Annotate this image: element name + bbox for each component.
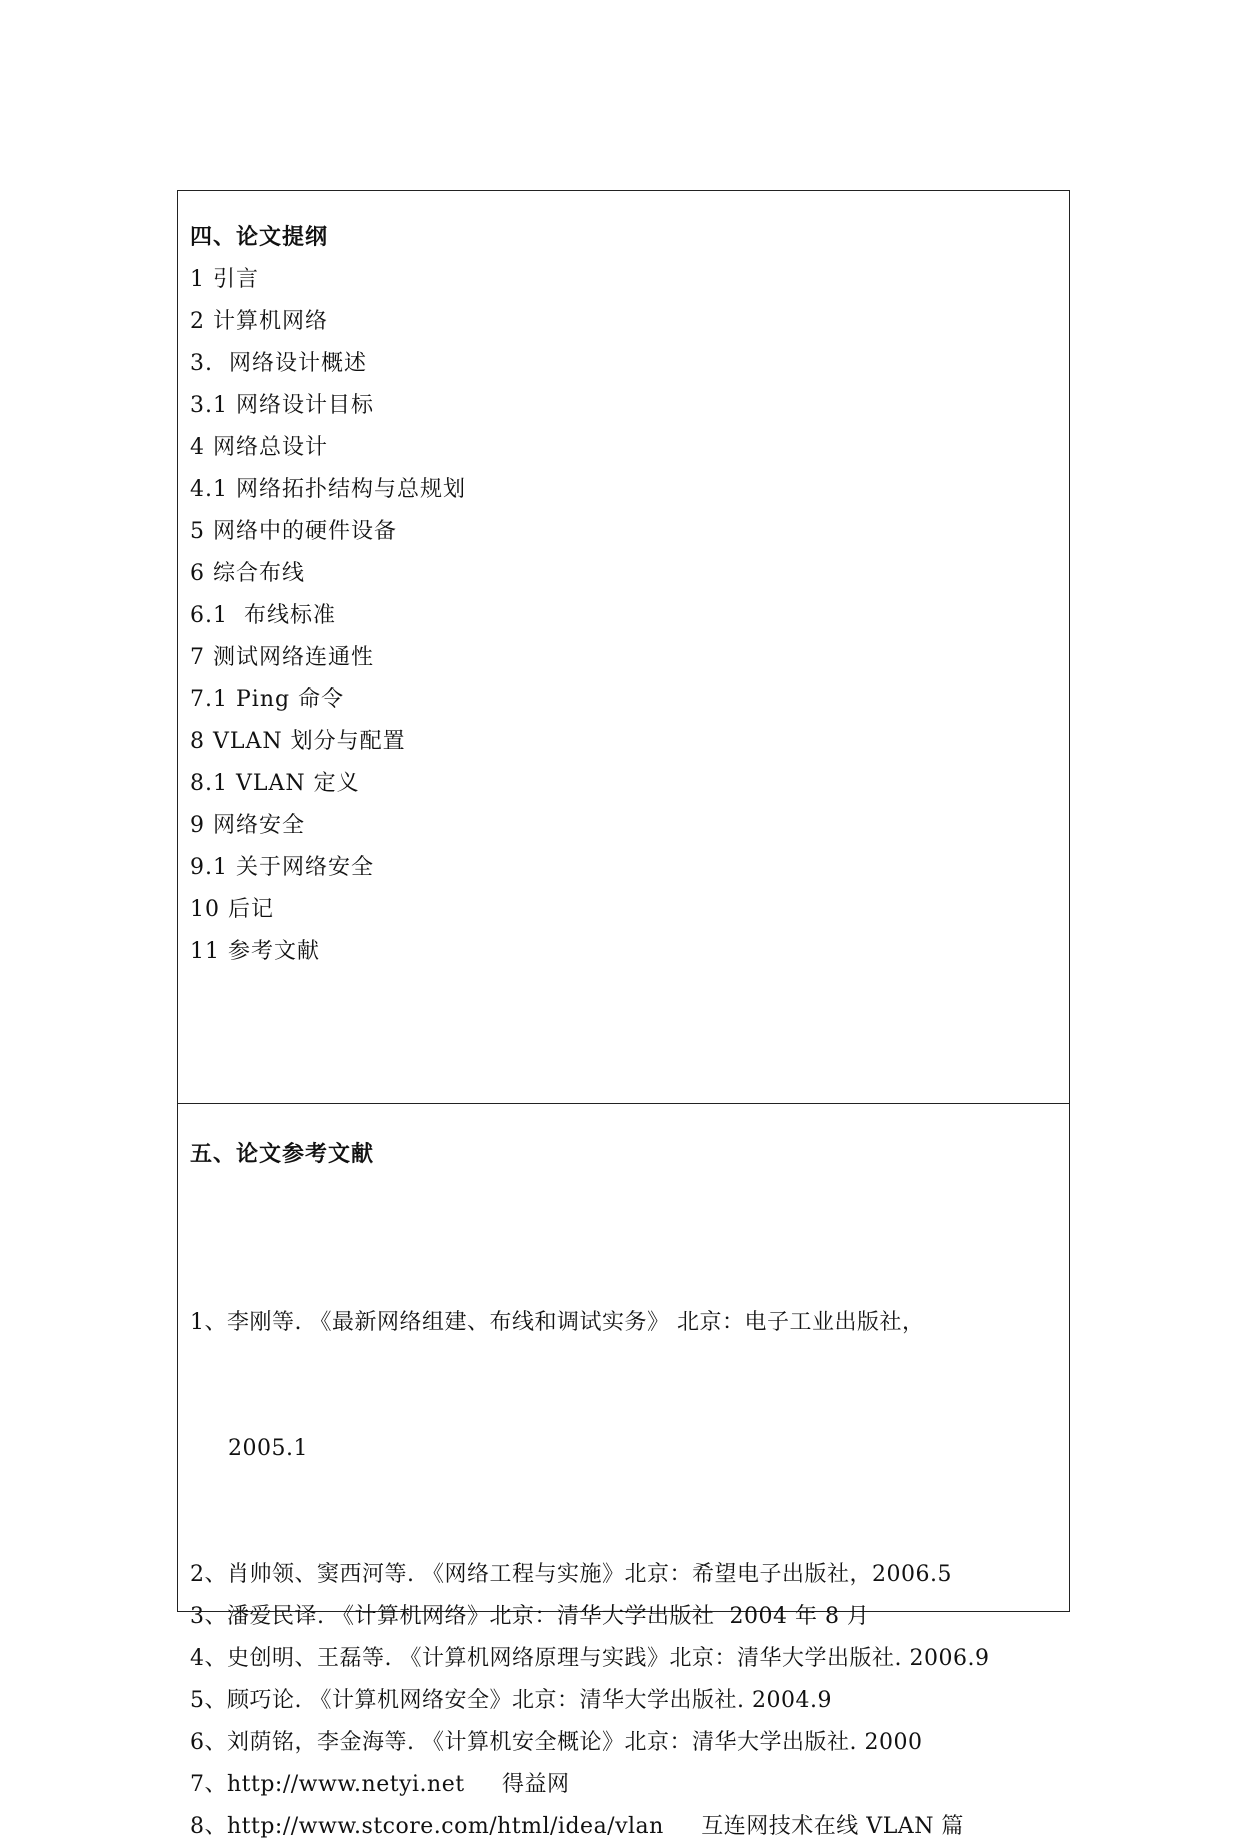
reference-item-link: 7、http://www.netyi.net 得益网: [190, 1772, 570, 1797]
outline-item: 7 测试网络连通性: [190, 645, 374, 670]
outline-item: 3.1 网络设计目标: [190, 393, 374, 418]
reference-item: 5、顾巧论. 《计算机网络安全》北京：清华大学出版社. 2004.9: [190, 1688, 832, 1713]
outline-item: 7.1 Ping 命令: [190, 687, 345, 712]
outline-cell: [178, 191, 1069, 1104]
reference-item: 2、肖帅领、窦西河等. 《网络工程与实施》北京：希望电子出版社，2006.5: [190, 1562, 952, 1587]
outline-item: 3. 网络设计概述: [190, 351, 367, 376]
outline-item: 6.1 布线标准: [190, 603, 336, 628]
outline-item: 11 参考文献: [190, 939, 320, 964]
reference-item: 6、刘荫铭，李金海等. 《计算机安全概论》北京：清华大学出版社. 2000: [190, 1730, 923, 1755]
outline-heading: 四、论文提纲: [190, 225, 329, 250]
proposal-table: [177, 190, 1070, 1839]
references-heading: 五、论文参考文献: [190, 1142, 375, 1167]
reference-item: [190, 1218, 1057, 1554]
reference-text-continuation: 2005.1: [228, 1436, 308, 1461]
outline-item: 8 VLAN 划分与配置: [190, 729, 406, 754]
outline-item: 2 计算机网络: [190, 309, 328, 334]
outline-item: 10 后记: [190, 897, 274, 922]
outline-item: 8.1 VLAN 定义: [190, 771, 360, 796]
reference-text: 1、李刚等. 《最新网络组建、布线和调试实务》 北京：电子工业出版社，: [190, 1310, 925, 1335]
outline-item: 6 综合布线: [190, 561, 305, 586]
outline-item: 9 网络安全: [190, 813, 305, 838]
reference-item: 4、史创明、王磊等. 《计算机网络原理与实践》北京：清华大学出版社. 2006.9: [190, 1646, 990, 1671]
outline-list: [190, 259, 1057, 973]
outline-item: 1 引言: [190, 267, 259, 292]
reference-item: 3、潘爱民译. 《计算机网络》北京：清华大学出版社 2004 年 8 月: [190, 1604, 870, 1629]
outline-item: 4 网络总设计: [190, 435, 328, 460]
outline-item: 5 网络中的硬件设备: [190, 519, 397, 544]
spacer: [190, 1176, 1057, 1218]
outline-item: 4.1 网络拓扑结构与总规划: [190, 477, 466, 502]
references-cell: [178, 1104, 1069, 1839]
outline-item: 9.1 关于网络安全: [190, 855, 374, 880]
reference-item-link: 8、http://www.stcore.com/html/idea/vlan 互连网技术在线 VLAN 篇: [190, 1814, 964, 1839]
